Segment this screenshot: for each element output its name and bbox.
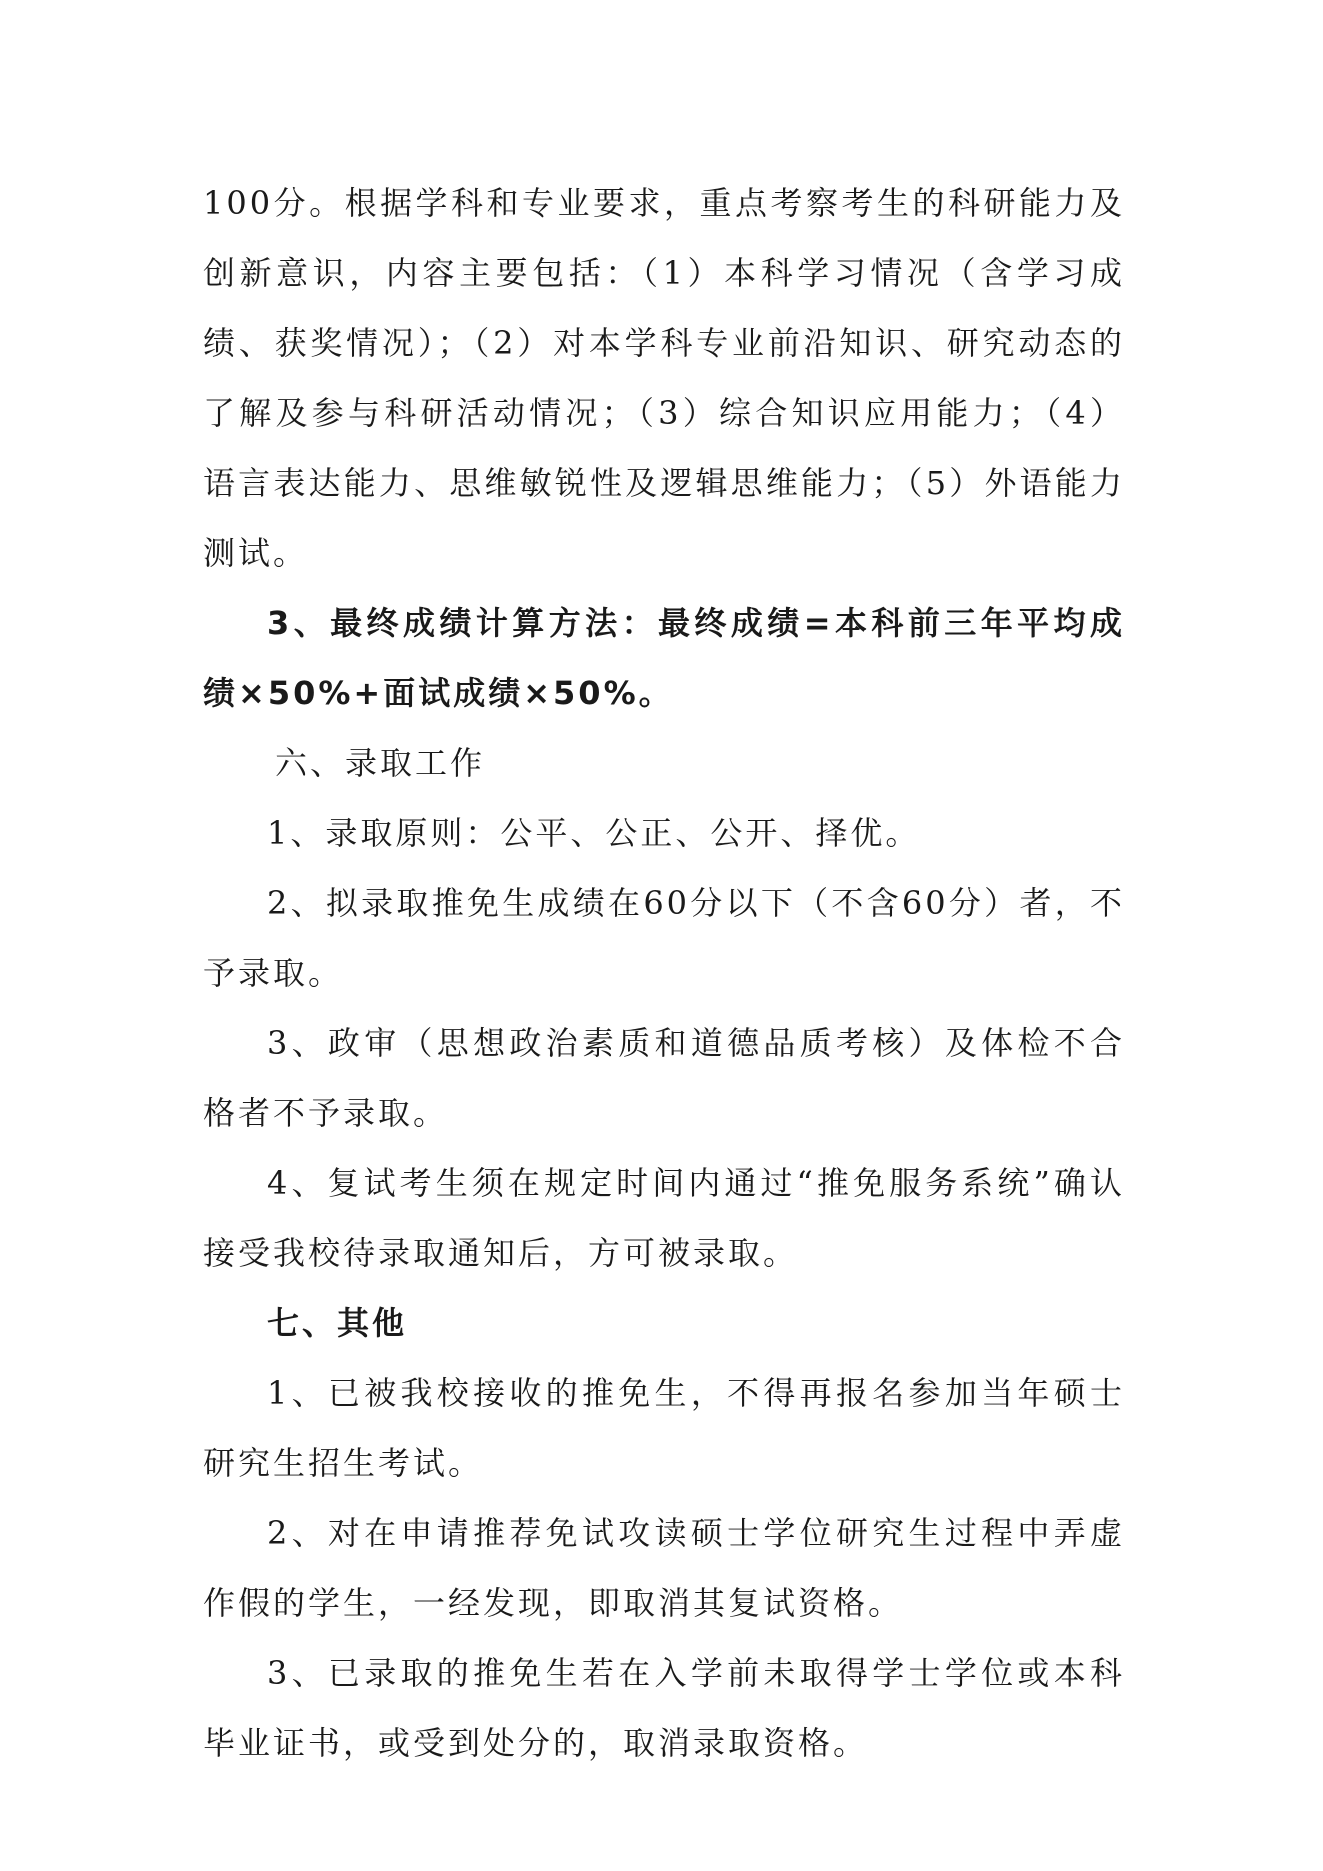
paragraph-confirmation: 4、复试考生须在规定时间内通过“推免服务系统”确认接受我校待录取通知后，方可被录取。 — [203, 1164, 1125, 1272]
paragraph-score-threshold: 2、拟录取推免生成绩在60分以下（不含60分）者，不予录取。 — [203, 884, 1125, 992]
paragraph-interview-content: 100分。根据学科和专业要求，重点考察考生的科研能力及创新意识，内容主要包括：（1）本科学习情况（含学习成绩、获奖情况）；（2）对本学科专业前沿知识、研究动态的了解及参与科研活动情况；（3）综合知识应用能力；（4）语言表达能力、思维敏锐性及逻辑思维能力；（5）外语能力测试。 — [203, 184, 1125, 572]
section-heading-other: 七、其他 — [267, 1304, 408, 1342]
paragraph-degree-requirement: 3、已录取的推免生若在入学前未取得学士学位或本科毕业证书，或受到处分的，取消录取资格。 — [203, 1654, 1125, 1762]
paragraph-political-review: 3、政审（思想政治素质和道德品质考核）及体检不合格者不予录取。 — [203, 1024, 1125, 1132]
paragraph-no-exam: 1、已被我校接收的推免生，不得再报名参加当年硕士研究生招生考试。 — [203, 1374, 1125, 1482]
document-page — [203, 168, 1125, 1778]
section-heading-admission: 六、录取工作 — [275, 744, 486, 782]
paragraph-fraud: 2、对在申请推荐免试攻读硕士学位研究生过程中弄虚作假的学生，一经发现，即取消其复试资格。 — [203, 1514, 1125, 1622]
paragraph-final-score-method: 3、最终成绩计算方法：最终成绩=本科前三年平均成绩×50%+面试成绩×50%。 — [203, 604, 1125, 712]
paragraph-admission-principle: 1、录取原则：公平、公正、公开、择优。 — [267, 814, 921, 852]
